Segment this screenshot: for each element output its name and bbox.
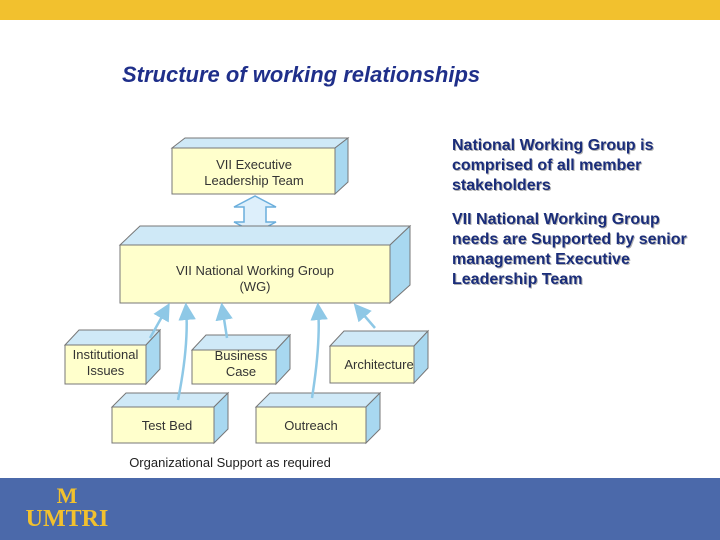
logo-text: UMTRI — [25, 506, 109, 532]
block-m-icon: M — [56, 483, 78, 508]
diagram-caption: Organizational Support as required — [129, 455, 331, 470]
architecture-label: Architecture — [344, 357, 414, 372]
working-group-label: VII National Working Group (WG) — [176, 263, 334, 294]
executive-label: VII Executive Leadership Team — [204, 157, 304, 188]
note-support: VII National Working Group needs are Supported by senior management Executive Leadership Team — [452, 211, 687, 288]
page-title: Structure of working relationships — [122, 62, 481, 87]
business-case-label: Business Case — [214, 348, 268, 379]
institutional-label: Institutional Issues — [72, 347, 139, 378]
test-bed-label: Test Bed — [141, 418, 193, 433]
note-composition: National Working Group is comprised of all member stakeholders — [452, 137, 654, 194]
umtri-logo — [22, 483, 112, 534]
outreach-label: Outreach — [284, 418, 338, 433]
